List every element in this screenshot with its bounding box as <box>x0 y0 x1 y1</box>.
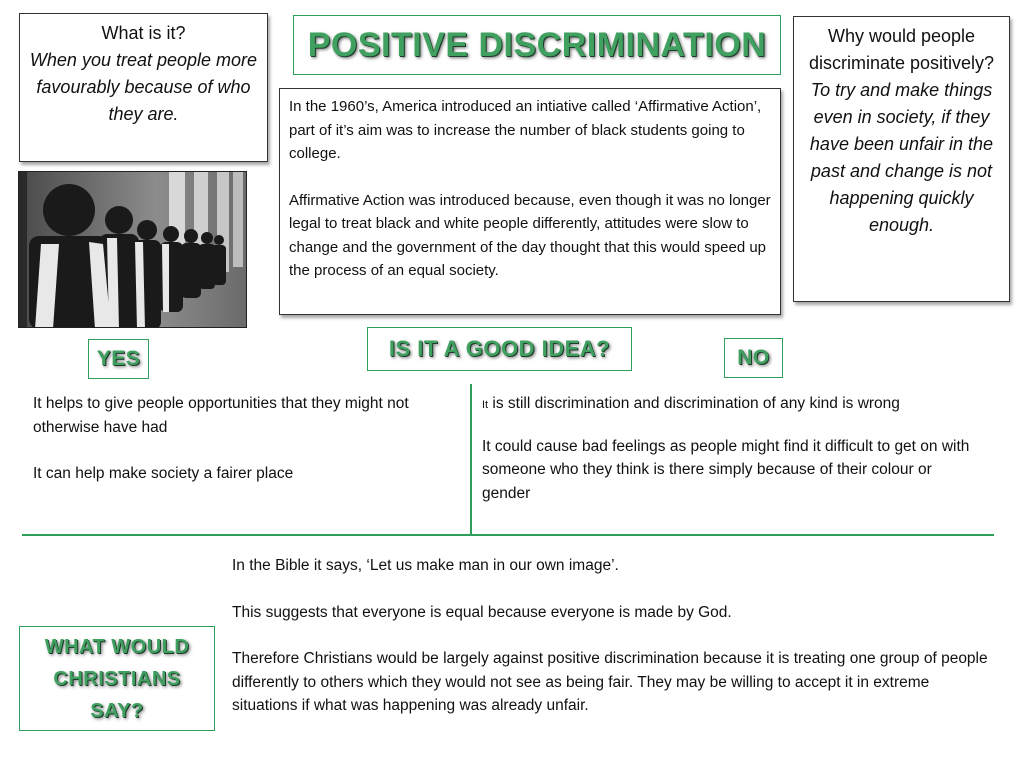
yes-label: YES <box>96 347 141 370</box>
students-photo <box>18 171 247 328</box>
no-point-1 <box>482 392 982 418</box>
christians-heading: WHAT WOULD CHRISTIANS SAY? <box>44 636 190 722</box>
christians-bible-quote: In the Bible it says, ‘Let us make man in our own image’. <box>232 557 619 574</box>
good-idea-box <box>367 327 632 371</box>
vertical-divider <box>470 384 472 534</box>
no-label: NO <box>737 346 770 369</box>
why-answer: To try and make things even in society, if they have been unfair in the past and change is not happening quickly enough. <box>809 80 994 235</box>
good-idea-heading: IS IT A GOOD IDEA? <box>388 336 611 361</box>
yes-point-1: It helps to give people opportunities that they might not otherwise have had <box>33 395 409 436</box>
why-box <box>793 16 1010 302</box>
students-photo-image <box>19 172 247 328</box>
christians-conclusion: Therefore Christians would be largely against positive discrimination because it is treating one group of people differently to others which they would not see as being fair. They may be willing to accept it in extreme situations if what was happening was already unfair. <box>232 650 988 714</box>
no-point-2: It could cause bad feelings as people might find it difficult to get on with someone who they think is there simply because of their colour or gender <box>482 437 970 502</box>
page-title: POSITIVE DISCRIMINATION <box>307 26 767 64</box>
christians-heading-box <box>19 626 215 731</box>
no-point-1-start: It <box>482 399 489 411</box>
yes-points <box>33 392 463 486</box>
affirmative-action-box <box>279 88 781 315</box>
no-points <box>482 392 982 505</box>
what-is-it-answer: When you treat people more favourably because of who they are. <box>29 50 258 124</box>
title-box <box>293 15 781 75</box>
christians-equality: This suggests that everyone is equal because everyone is made by God. <box>232 603 732 621</box>
what-is-it-box <box>19 13 268 162</box>
why-question: Why would people discriminate positively? <box>808 26 995 73</box>
no-point-1-rest: is still discrimination and discrimination of any kind is wrong <box>488 395 900 412</box>
christians-text <box>232 554 992 718</box>
horizontal-divider <box>22 534 994 536</box>
affirmative-action-intro: In the 1960’s, America introduced an intiative called ‘Affirmative Action’, part of it’s aim was to increase the number of black students going to college. <box>289 98 762 162</box>
affirmative-action-reason: Affirmative Action was introduced because, even though it was no longer legal to treat black and white people differently, attitudes were slow to change and the government of the day thought that this would speed up the process of an equal society. <box>289 191 771 279</box>
what-is-it-question: What is it? <box>101 23 186 43</box>
no-label-box <box>724 338 783 378</box>
yes-point-2: It can help make society a fairer place <box>33 465 294 482</box>
yes-label-box <box>88 339 149 379</box>
